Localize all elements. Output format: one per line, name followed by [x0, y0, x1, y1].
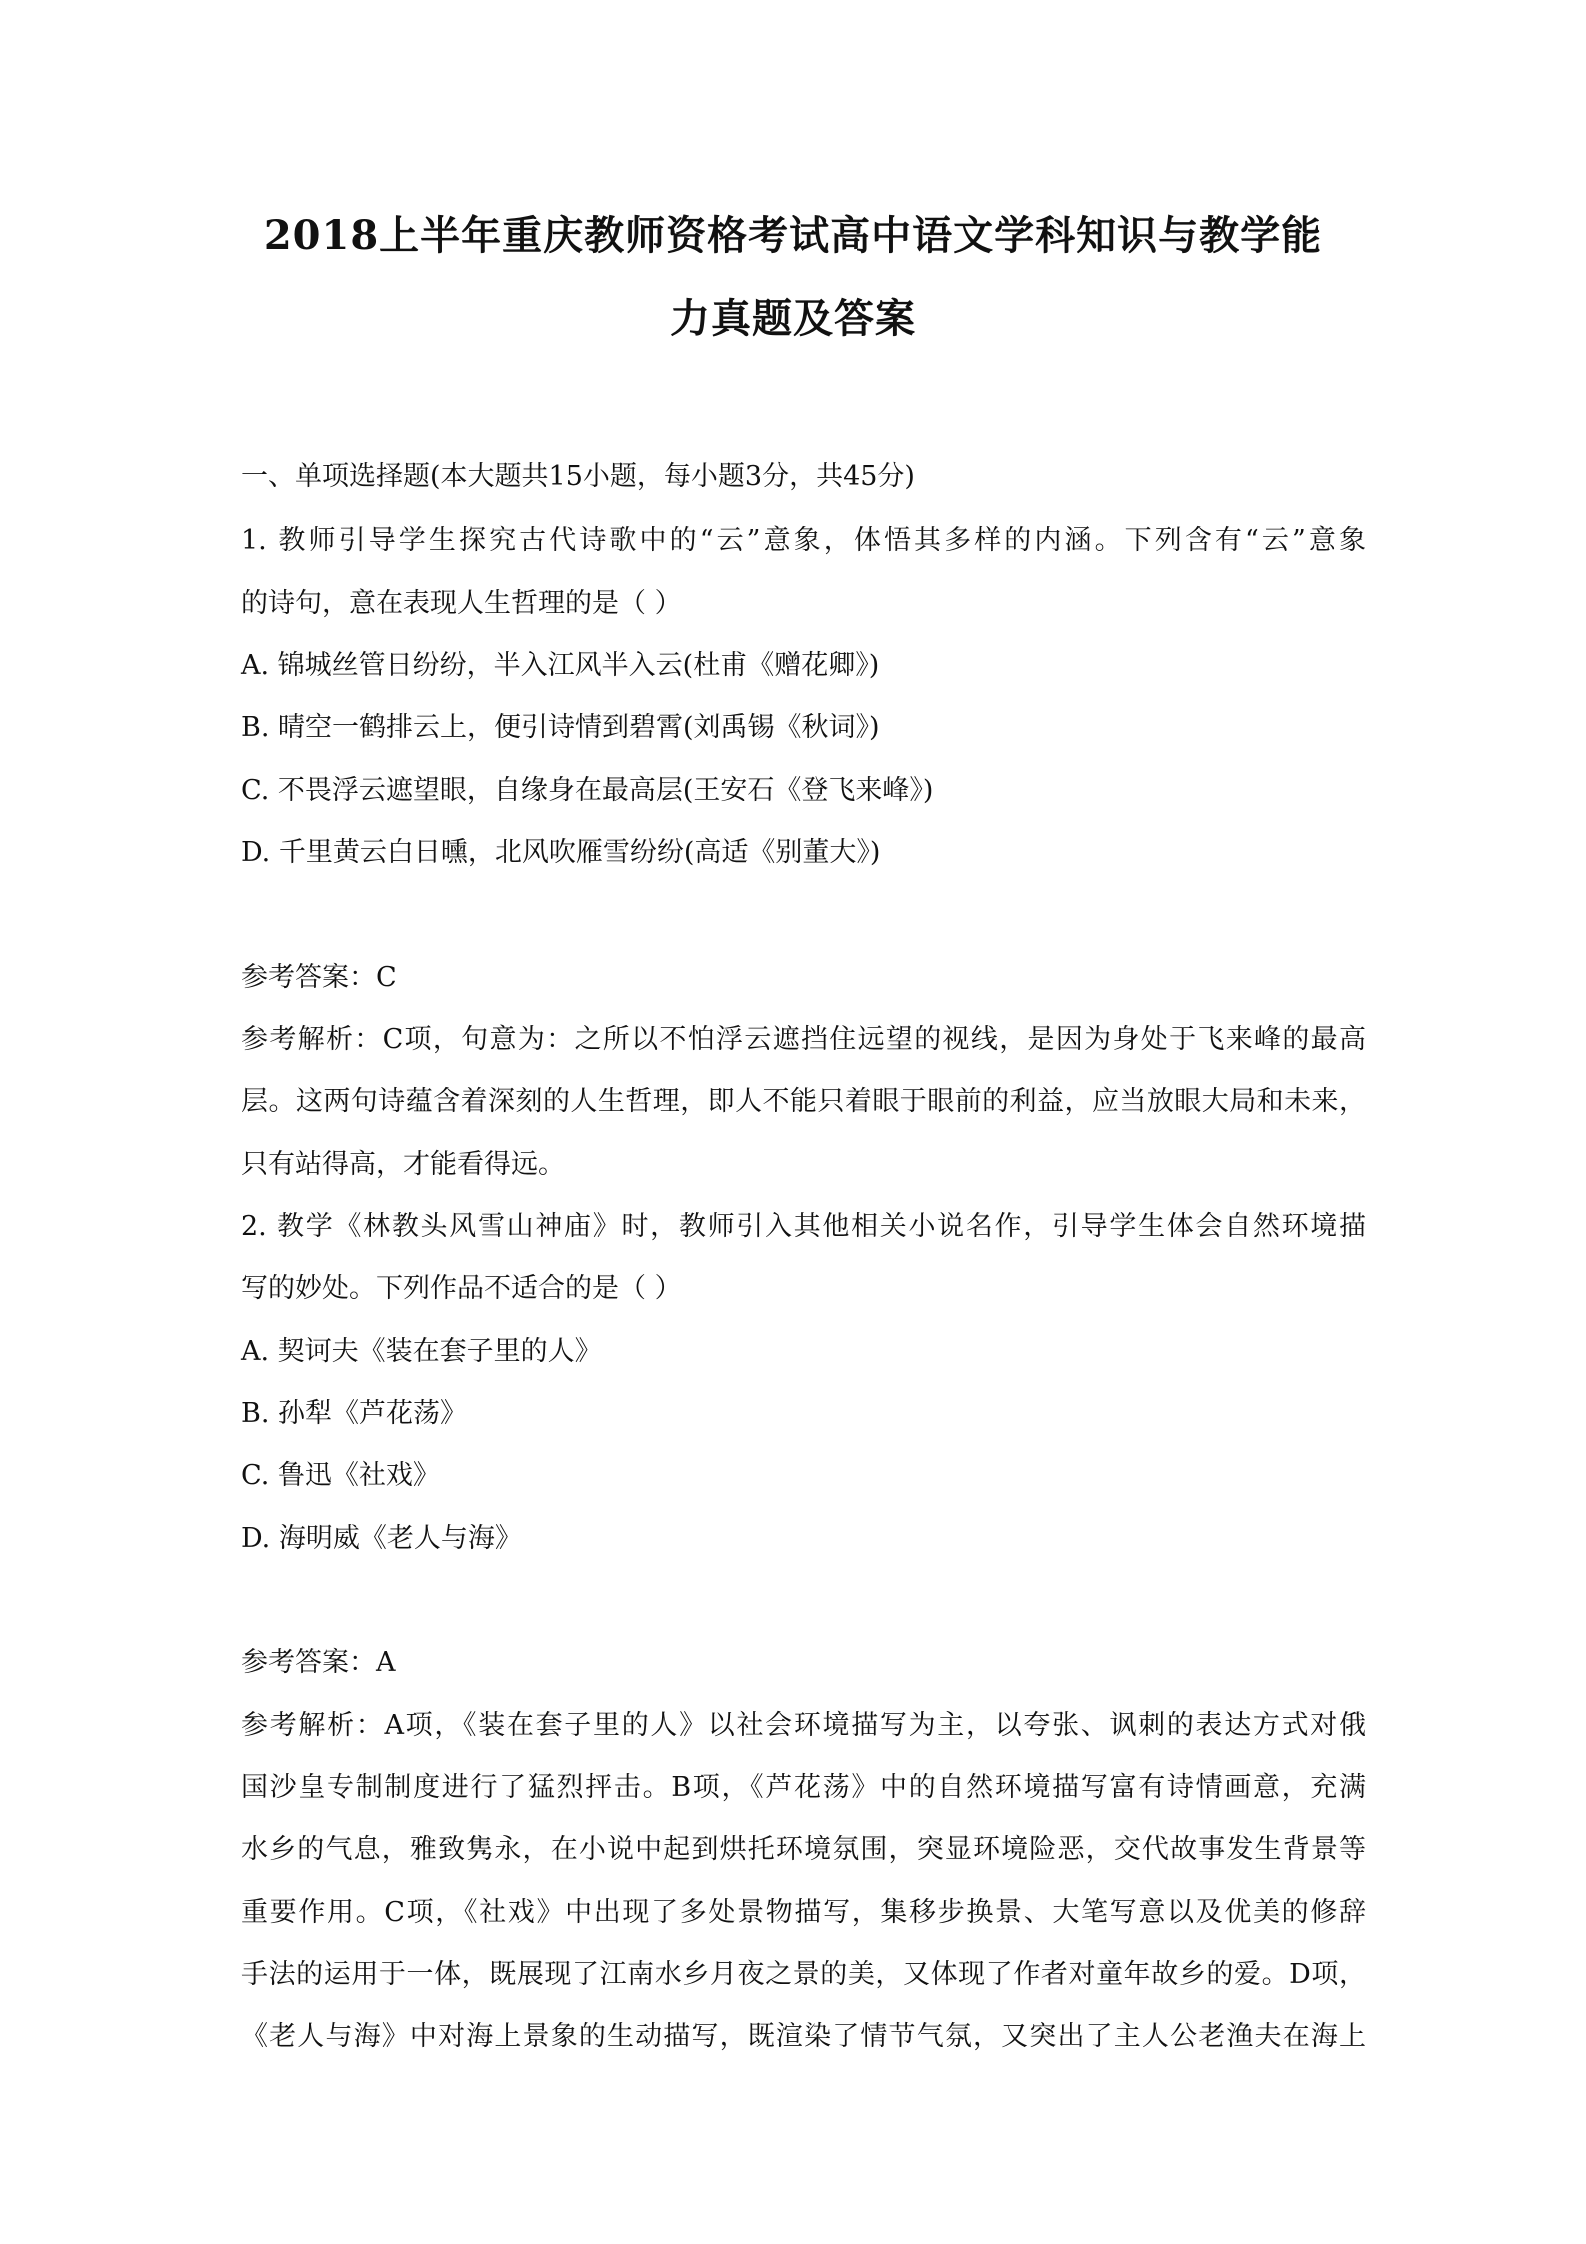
q2-option-a: A. 契诃夫《装在套子里的人》: [241, 1336, 602, 1367]
q2-answer: 参考答案：A: [241, 1647, 396, 1678]
section-heading: 一、单项选择题(本大题共15小题，每小题3分，共45分): [241, 461, 915, 492]
q2-analysis-line-4: 重要作用。C项，《社戏》中出现了多处景物描写，集移步换景、大笔写意以及优美的修辞: [241, 1897, 1366, 1928]
q2-analysis-line-6: 《老人与海》中对海上景象的生动描写，既渲染了情节气氛，又突出了主人公老渔夫在海上: [241, 2021, 1366, 2052]
document-title-line-2: 力真题及答案: [670, 295, 916, 342]
q1-stem-line-2: 的诗句，意在表现人生哲理的是（ ）: [241, 588, 682, 619]
q2-option-c: C. 鲁迅《社戏》: [241, 1460, 440, 1491]
q2-stem-line-2: 写的妙处。下列作品不适合的是（ ）: [241, 1273, 682, 1304]
q2-option-d: D. 海明威《老人与海》: [241, 1523, 522, 1554]
q2-analysis-line-1: 参考解析：A项，《装在套子里的人》以社会环境描写为主，以夸张、讽刺的表达方式对俄: [241, 1710, 1366, 1741]
q2-analysis-line-3: 水乡的气息，雅致隽永，在小说中起到烘托环境氛围，突显环境险恶，交代故事发生背景等: [241, 1834, 1366, 1865]
q1-option-a: A. 锦城丝管日纷纷，半入江风半入云(杜甫《赠花卿》): [241, 650, 880, 681]
q1-analysis-line-3: 只有站得高，才能看得远。: [241, 1149, 565, 1180]
q1-analysis-line-1: 参考解析：C项，句意为：之所以不怕浮云遮挡住远望的视线，是因为身处于飞来峰的最高: [241, 1024, 1366, 1055]
q2-analysis-line-2: 国沙皇专制制度进行了猛烈抨击。B项，《芦花荡》中的自然环境描写富有诗情画意，充满: [241, 1772, 1366, 1803]
q2-stem-line-1: 2. 教学《林教头风雪山神庙》时，教师引入其他相关小说名作，引导学生体会自然环境描: [241, 1211, 1366, 1242]
document-title-line-1: 2018上半年重庆教师资格考试高中语文学科知识与教学能: [263, 212, 1323, 259]
q2-option-b: B. 孙犁《芦花荡》: [241, 1398, 468, 1429]
q1-option-c: C. 不畏浮云遮望眼，自缘身在最高层(王安石《登飞来峰》): [241, 775, 934, 806]
q2-analysis-line-5: 手法的运用于一体，既展现了江南水乡月夜之景的美，又体现了作者对童年故乡的爱。D项，: [241, 1959, 1366, 1990]
q1-option-d: D. 千里黄云白日曛，北风吹雁雪纷纷(高适《别董大》): [241, 837, 881, 868]
q1-analysis-line-2: 层。这两句诗蕴含着深刻的人生哲理，即人不能只着眼于眼前的利益，应当放眼大局和未来，: [241, 1086, 1366, 1117]
q1-stem-line-1: 1. 教师引导学生探究古代诗歌中的“云”意象，体悟其多样的内涵。下列含有“云”意象: [241, 525, 1366, 556]
q1-option-b: B. 晴空一鹤排云上，便引诗情到碧霄(刘禹锡《秋词》): [241, 712, 880, 743]
q1-answer: 参考答案：C: [241, 962, 397, 993]
